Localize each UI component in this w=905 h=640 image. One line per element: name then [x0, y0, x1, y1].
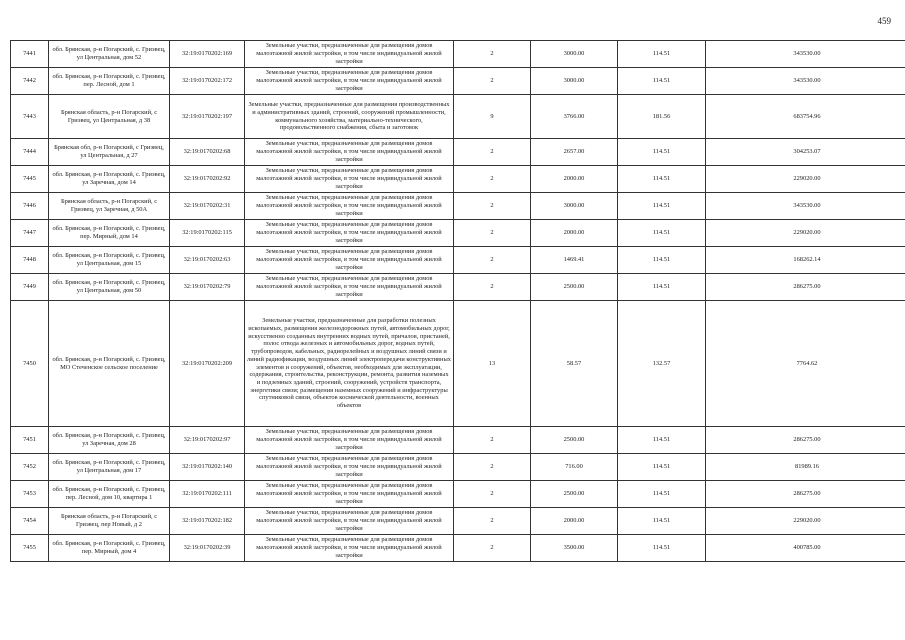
table-row: [11, 193, 905, 220]
cell-area: 1469.41: [531, 247, 618, 274]
cell-specific-value: 114.51: [618, 193, 706, 220]
cell-cadastral-number: 32:19:0170202:182: [170, 508, 245, 535]
land-registry-table: [10, 40, 905, 562]
table-row: [11, 508, 905, 535]
cell-purpose: Земельные участки, предназначенные для размещения домов малоэтажной жилой застройки, в том числе индивидуальной жилой застройки: [245, 139, 454, 166]
cell-record-number: 7441: [11, 41, 49, 68]
table-row: [11, 68, 905, 95]
cell-record-number: 7454: [11, 508, 49, 535]
cell-address: обл. Брянская, р-н Погарский, с. Гриэвец, ул Заречная, дом 28: [49, 427, 170, 454]
cell-cadastral-value: 343530.00: [706, 68, 905, 95]
cell-address: обл. Брянская, р-н Погарский, с. Гриэвец, пер. Мирный, дом 4: [49, 535, 170, 562]
cell-purpose: Земельные участки, предназначенные для размещения домов малоэтажной жилой застройки, в том числе индивидуальной жилой застройки: [245, 247, 454, 274]
table-row: [11, 247, 905, 274]
cell-group-code: 2: [454, 220, 531, 247]
cell-purpose: Земельные участки, предназначенные для разработки полезных ископаемых, размещения железнодорожных путей, автомобильных дорог, искусственно созданных внутренних водных путей, причалов, пристаней, полос отвода железных и автомобильных дорог, водных путей, трубопроводов, кабельных, радиорелейных и воздушных линий связи и линий радиофикации, воздушных линий электропередачи конструктивных элементов и сооружений, объектов, необходимых для эксплуатации, содержания, строительства, реконструкции, ремонта, развития наземных и подземных зданий, строений, сооружений, устройств транспорта, энергетики связи; размещения наземных сооружений и инфраструктуры спутниковой связи, объектов космической деятельности, военных объектов: [245, 301, 454, 427]
cell-group-code: 2: [454, 481, 531, 508]
cell-record-number: 7451: [11, 427, 49, 454]
cell-group-code: 2: [454, 427, 531, 454]
cell-cadastral-number: 32:19:0170202:68: [170, 139, 245, 166]
cell-cadastral-value: 343530.00: [706, 41, 905, 68]
cell-address: Брянская область, р-н Погарский, с Гриэвец, ул Заречная, д 50А: [49, 193, 170, 220]
cell-cadastral-number: 32:19:0170202:209: [170, 301, 245, 427]
cell-specific-value: 181.56: [618, 95, 706, 139]
cell-area: 2500.00: [531, 274, 618, 301]
cell-purpose: Земельные участки, предназначенные для размещения домов малоэтажной жилой застройки, в том числе индивидуальной жилой застройки: [245, 193, 454, 220]
table-row: [11, 41, 905, 68]
cell-area: 2657.00: [531, 139, 618, 166]
cell-purpose: Земельные участки, предназначенные для размещения домов малоэтажной жилой застройки, в том числе индивидуальной жилой застройки: [245, 220, 454, 247]
table-row: [11, 139, 905, 166]
table-row: [11, 95, 905, 139]
cell-group-code: 2: [454, 193, 531, 220]
cell-group-code: 2: [454, 454, 531, 481]
cell-purpose: Земельные участки, предназначенные для размещения домов малоэтажной жилой застройки, в том числе индивидуальной жилой застройки: [245, 166, 454, 193]
cell-address: Брянская обл, р-н Погарский, с Гриэвец, ул Центральная, д 27: [49, 139, 170, 166]
table-row: [11, 166, 905, 193]
cell-record-number: 7455: [11, 535, 49, 562]
cell-address: обл. Брянская, р-н Погарский, с. Гриэвец, ул Центральная, дом 52: [49, 41, 170, 68]
cell-cadastral-value: 683754.96: [706, 95, 905, 139]
cell-cadastral-number: 32:19:0170202:97: [170, 427, 245, 454]
cell-record-number: 7447: [11, 220, 49, 247]
cell-record-number: 7446: [11, 193, 49, 220]
cell-purpose: Земельные участки, предназначенные для размещения домов малоэтажной жилой застройки, в том числе индивидуальной жилой застройки: [245, 454, 454, 481]
cell-area: 2000.00: [531, 508, 618, 535]
cell-cadastral-value: 286275.00: [706, 274, 905, 301]
cell-specific-value: 114.51: [618, 535, 706, 562]
cell-area: 2500.00: [531, 481, 618, 508]
table-row: [11, 535, 905, 562]
cell-cadastral-number: 32:19:0170202:111: [170, 481, 245, 508]
cell-purpose: Земельные участки, предназначенные для размещения домов малоэтажной жилой застройки, в том числе индивидуальной жилой застройки: [245, 535, 454, 562]
cell-address: Брянская область, р-н Погарский, с Гриэвец, пер Новый, д 2: [49, 508, 170, 535]
cell-purpose: Земельные участки, предназначенные для размещения домов малоэтажной жилой застройки, в том числе индивидуальной жилой застройки: [245, 427, 454, 454]
cell-address: обл. Брянская, р-н Погарский, с. Гриэвец, МО Стеченское сельское поселение: [49, 301, 170, 427]
cell-address: обл. Брянская, р-н Погарский, с. Гриэвец, пер. Лесной, дом 1: [49, 68, 170, 95]
cell-record-number: 7442: [11, 68, 49, 95]
cell-cadastral-number: 32:19:0170202:31: [170, 193, 245, 220]
cell-record-number: 7443: [11, 95, 49, 139]
cell-specific-value: 114.51: [618, 481, 706, 508]
cell-cadastral-number: 32:19:0170202:115: [170, 220, 245, 247]
cell-cadastral-number: 32:19:0170202:172: [170, 68, 245, 95]
cell-area: 3766.00: [531, 95, 618, 139]
cell-cadastral-value: 286275.00: [706, 427, 905, 454]
cell-specific-value: 114.51: [618, 220, 706, 247]
cell-purpose: Земельные участки, предназначенные для размещения домов малоэтажной жилой застройки, в том числе индивидуальной жилой застройки: [245, 68, 454, 95]
cell-area: 3000.00: [531, 193, 618, 220]
cell-area: 3500.00: [531, 535, 618, 562]
cell-cadastral-number: 32:19:0170202:197: [170, 95, 245, 139]
page-number: 459: [877, 16, 891, 26]
cell-group-code: 2: [454, 247, 531, 274]
cell-group-code: 2: [454, 139, 531, 166]
cell-record-number: 7450: [11, 301, 49, 427]
cell-record-number: 7444: [11, 139, 49, 166]
cell-purpose: Земельные участки, предназначенные для размещения домов малоэтажной жилой застройки, в том числе индивидуальной жилой застройки: [245, 41, 454, 68]
cell-area: 2500.00: [531, 427, 618, 454]
cell-purpose: Земельные участки, предназначенные для размещения домов малоэтажной жилой застройки, в том числе индивидуальной жилой застройки: [245, 274, 454, 301]
cell-specific-value: 114.51: [618, 274, 706, 301]
table-row: [11, 481, 905, 508]
cell-specific-value: 114.51: [618, 454, 706, 481]
cell-cadastral-value: 7764.62: [706, 301, 905, 427]
cell-record-number: 7445: [11, 166, 49, 193]
cell-cadastral-value: 229020.00: [706, 508, 905, 535]
cell-area: 3000.00: [531, 41, 618, 68]
cell-purpose: Земельные участки, предназначенные для размещения производственных и административных зданий, строений, сооружений промышленности, коммунального хозяйства, материально-технического, продовольственного снабжения, сбыта и заготовок: [245, 95, 454, 139]
cell-record-number: 7449: [11, 274, 49, 301]
cell-cadastral-value: 343530.00: [706, 193, 905, 220]
cell-address: обл. Брянская, р-н Погарский, с. Гриэвец, пер. Мирный, дом 14: [49, 220, 170, 247]
cell-group-code: 2: [454, 68, 531, 95]
cell-specific-value: 132.57: [618, 301, 706, 427]
cell-specific-value: 114.51: [618, 427, 706, 454]
table-row: [11, 220, 905, 247]
cell-area: 58.57: [531, 301, 618, 427]
cell-group-code: 2: [454, 41, 531, 68]
cell-cadastral-value: 286275.00: [706, 481, 905, 508]
cell-record-number: 7453: [11, 481, 49, 508]
cell-specific-value: 114.51: [618, 68, 706, 95]
cell-purpose: Земельные участки, предназначенные для размещения домов малоэтажной жилой застройки, в том числе индивидуальной жилой застройки: [245, 508, 454, 535]
table-row: [11, 427, 905, 454]
cell-cadastral-value: 168262.14: [706, 247, 905, 274]
cell-cadastral-value: 81989.16: [706, 454, 905, 481]
cell-address: Брянская область, р-н Погарский, с Гриэвец, ул Центральная, д 38: [49, 95, 170, 139]
cell-cadastral-number: 32:19:0170202:140: [170, 454, 245, 481]
cell-cadastral-number: 32:19:0170202:169: [170, 41, 245, 68]
cell-group-code: 2: [454, 274, 531, 301]
cell-address: обл. Брянская, р-н Погарский, с. Гриэвец, ул Центральная, дом 17: [49, 454, 170, 481]
cell-cadastral-value: 229020.00: [706, 166, 905, 193]
table-body: [11, 41, 905, 562]
cell-specific-value: 114.51: [618, 508, 706, 535]
cell-purpose: Земельные участки, предназначенные для размещения домов малоэтажной жилой застройки, в том числе индивидуальной жилой застройки: [245, 481, 454, 508]
cell-cadastral-number: 32:19:0170202:92: [170, 166, 245, 193]
cell-specific-value: 114.51: [618, 166, 706, 193]
cell-record-number: 7452: [11, 454, 49, 481]
cell-group-code: 2: [454, 508, 531, 535]
table-row: [11, 274, 905, 301]
cell-cadastral-number: 32:19:0170202:79: [170, 274, 245, 301]
cell-area: 3000.00: [531, 68, 618, 95]
table-row: [11, 454, 905, 481]
cell-group-code: 2: [454, 166, 531, 193]
cell-specific-value: 114.51: [618, 139, 706, 166]
cell-cadastral-number: 32:19:0170202:63: [170, 247, 245, 274]
cell-area: 2000.00: [531, 166, 618, 193]
cell-group-code: 9: [454, 95, 531, 139]
cell-cadastral-value: 229020.00: [706, 220, 905, 247]
cell-group-code: 13: [454, 301, 531, 427]
cell-cadastral-value: 400785.00: [706, 535, 905, 562]
cell-area: 716.00: [531, 454, 618, 481]
cell-address: обл. Брянская, р-н Погарский, с. Гриэвец, ул Центральная, дом 15: [49, 247, 170, 274]
cell-record-number: 7448: [11, 247, 49, 274]
cell-area: 2000.00: [531, 220, 618, 247]
table-row: [11, 301, 905, 427]
cell-address: обл. Брянская, р-н Погарский, с. Гриэвец, ул Центральная, дом 50: [49, 274, 170, 301]
cell-cadastral-number: 32:19:0170202:39: [170, 535, 245, 562]
cell-specific-value: 114.51: [618, 247, 706, 274]
cell-specific-value: 114.51: [618, 41, 706, 68]
cell-address: обл. Брянская, р-н Погарский, с. Гриэвец, пер. Лесной, дом 10, квартира 1: [49, 481, 170, 508]
cell-address: обл. Брянская, р-н Погарский, с. Гриэвец, ул Заречная, дом 14: [49, 166, 170, 193]
cell-group-code: 2: [454, 535, 531, 562]
cell-cadastral-value: 304253.07: [706, 139, 905, 166]
